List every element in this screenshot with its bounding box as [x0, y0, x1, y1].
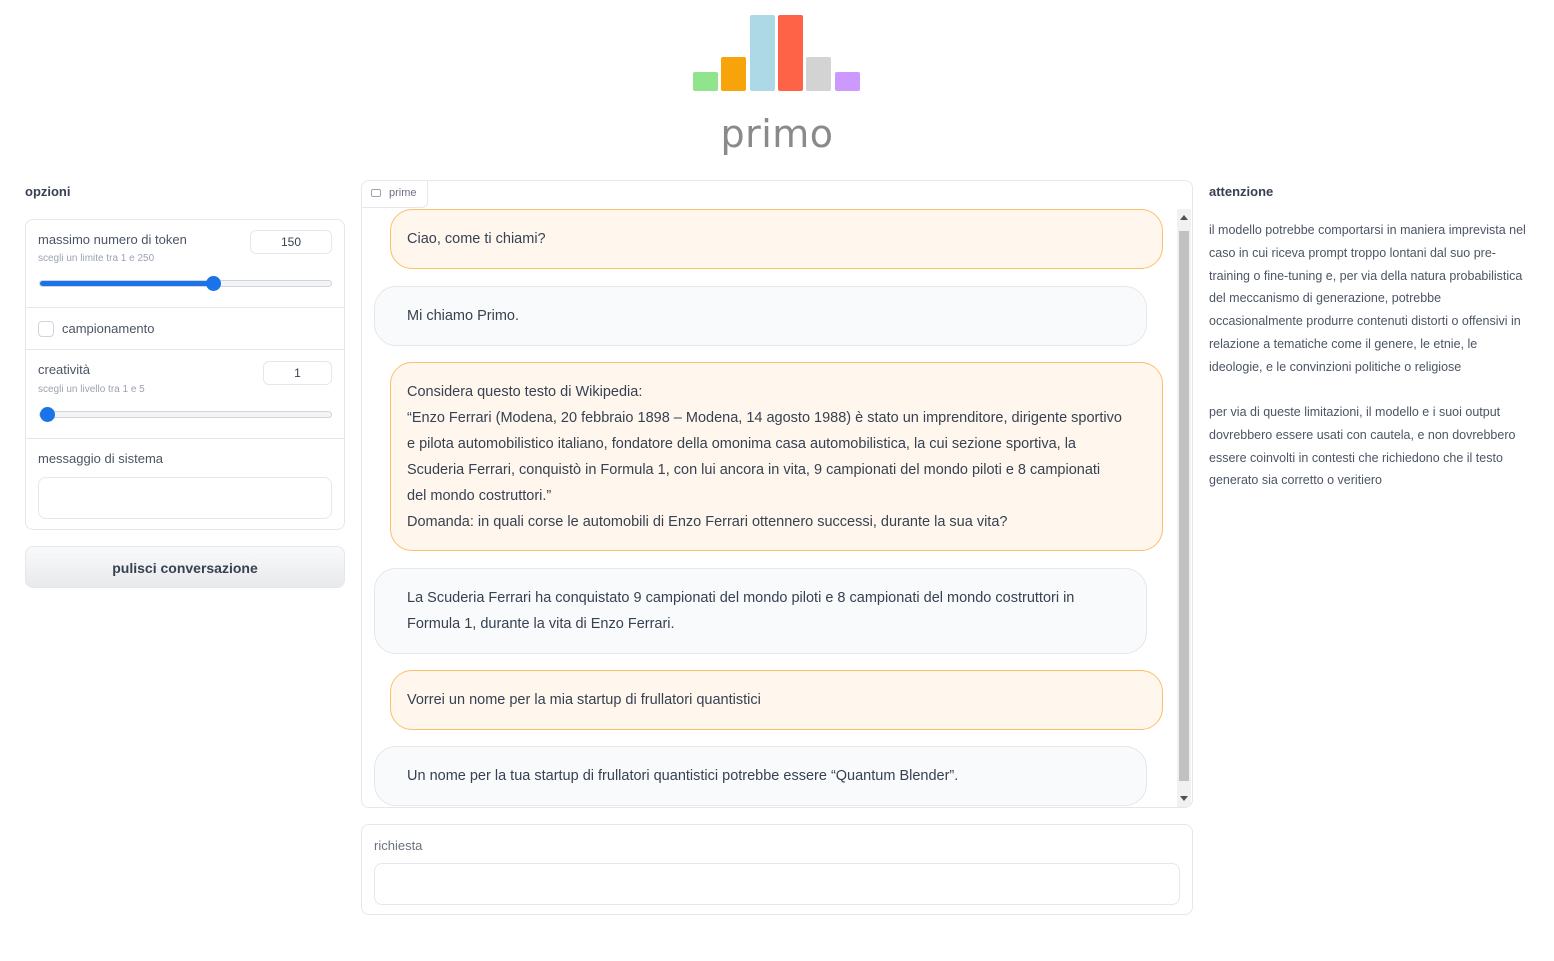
- creativity-hint: scegli un livello tra 1 e 5: [38, 384, 145, 395]
- chat-message-text: Vorrei un nome per la mia startup di frullatori quantistici: [407, 692, 761, 708]
- max-tokens-slider-thumb[interactable]: [206, 276, 221, 291]
- chat-tab: [362, 181, 428, 208]
- warning-paragraph-2: per via di queste limitazioni, il modello e i suoi output dovrebbero essere usati con cautela, e non dovrebbero essere coinvolti in contesti che richiedono che il testo generato sia corretto o veritiero: [1209, 405, 1516, 488]
- sampling-checkbox[interactable]: [38, 321, 54, 337]
- chat-message-text: Ciao, come ti chiami?: [407, 231, 546, 247]
- sampling-section: [26, 308, 344, 350]
- scroll-down-icon[interactable]: [1180, 796, 1188, 801]
- max-tokens-hint: scegli un limite tra 1 e 250: [38, 253, 155, 264]
- chat-icon: [371, 189, 381, 197]
- system-message-label: messaggio di sistema: [38, 451, 163, 466]
- creativity-label: creatività: [38, 362, 91, 377]
- chat-panel: [361, 180, 1193, 808]
- sampling-label[interactable]: campionamento: [62, 321, 155, 336]
- chat-message-user: [390, 362, 1163, 551]
- max-tokens-label: massimo numero di token: [38, 232, 187, 247]
- max-tokens-slider-fill: [40, 281, 213, 286]
- logo-bar-green: [693, 72, 718, 91]
- creativity-slider[interactable]: [39, 411, 332, 418]
- logo-bar-orange: [721, 57, 746, 91]
- scroll-up-icon[interactable]: [1180, 215, 1188, 220]
- clear-conversation-button[interactable]: pulisci conversazione: [25, 546, 345, 588]
- chat-scroll-thumb[interactable]: [1179, 231, 1189, 781]
- logo-bar-red: [778, 15, 803, 91]
- max-tokens-input[interactable]: 150: [250, 230, 332, 254]
- chat-message-text: La Scuderia Ferrari ha conquistato 9 campionati del mondo piloti e 8 campionati del mondo costruttori in Formula 1, durante la vita di Enzo Ferrari.: [407, 590, 1075, 632]
- chat-message-text: Considera questo testo di Wikipedia: “Enzo Ferrari (Modena, 20 febbraio 1898 – Modena, 14 agosto 1988) è stato un imprenditore, dirigente sportivo e pilota automobilistico italiano, fondatore della omonima casa automobilistica, la cui sezione sportiva, la Scuderia Ferrari, conquistò in Formula 1, con lui ancora in vita, 9 campionati del mondo piloti e 8 campionati del mondo costruttori.” Domanda: in quali corse le automobili di Enzo Ferrari ottennero successi, durante la sua vita?: [407, 384, 1122, 530]
- prompt-panel: [361, 824, 1193, 915]
- logo-bar-purple: [835, 72, 860, 91]
- creativity-input[interactable]: 1: [263, 361, 332, 385]
- logo-bar-blue: [750, 15, 775, 91]
- warning-title: attenzione: [1209, 184, 1274, 199]
- prompt-label: richiesta: [374, 838, 423, 853]
- chat-message-bot: [374, 286, 1147, 346]
- chat-message-user: [390, 670, 1163, 730]
- chat-scrollbar[interactable]: [1177, 209, 1191, 807]
- max-tokens-section: [26, 220, 344, 308]
- chat-tab-label: prime: [389, 187, 417, 199]
- chat-message-bot: [374, 568, 1147, 654]
- logo: [693, 15, 861, 91]
- chat-message-text: Mi chiamo Primo.: [407, 308, 519, 324]
- warning-paragraph-1: il modello potrebbe comportarsi in maniera imprevista nel caso in cui riceva prompt troppo lontani dal suo pre-training o fine-tuning e, per via della natura probabilistica del meccanismo di generazione, potrebbe occasionalmente produrre contenuti distorti o offensivi in relazione a tematiche come il genere, le etnie, le ideologie, e le convinzioni politiche o religiose: [1209, 223, 1526, 374]
- chat-message-bot: [374, 746, 1147, 806]
- system-message-input[interactable]: [38, 477, 332, 519]
- creativity-section: [26, 350, 344, 439]
- chat-message-user: [390, 209, 1163, 269]
- chat-message-text: Un nome per la tua startup di frullatori quantistici potrebbe essere “Quantum Blender”.: [407, 768, 959, 784]
- max-tokens-slider[interactable]: [39, 280, 332, 287]
- options-panel: [25, 219, 345, 530]
- creativity-slider-thumb[interactable]: [40, 407, 55, 422]
- prompt-input[interactable]: [374, 863, 1180, 905]
- logo-bar-gray: [806, 57, 831, 91]
- logo-text: primo: [720, 112, 834, 156]
- options-title: opzioni: [25, 184, 71, 199]
